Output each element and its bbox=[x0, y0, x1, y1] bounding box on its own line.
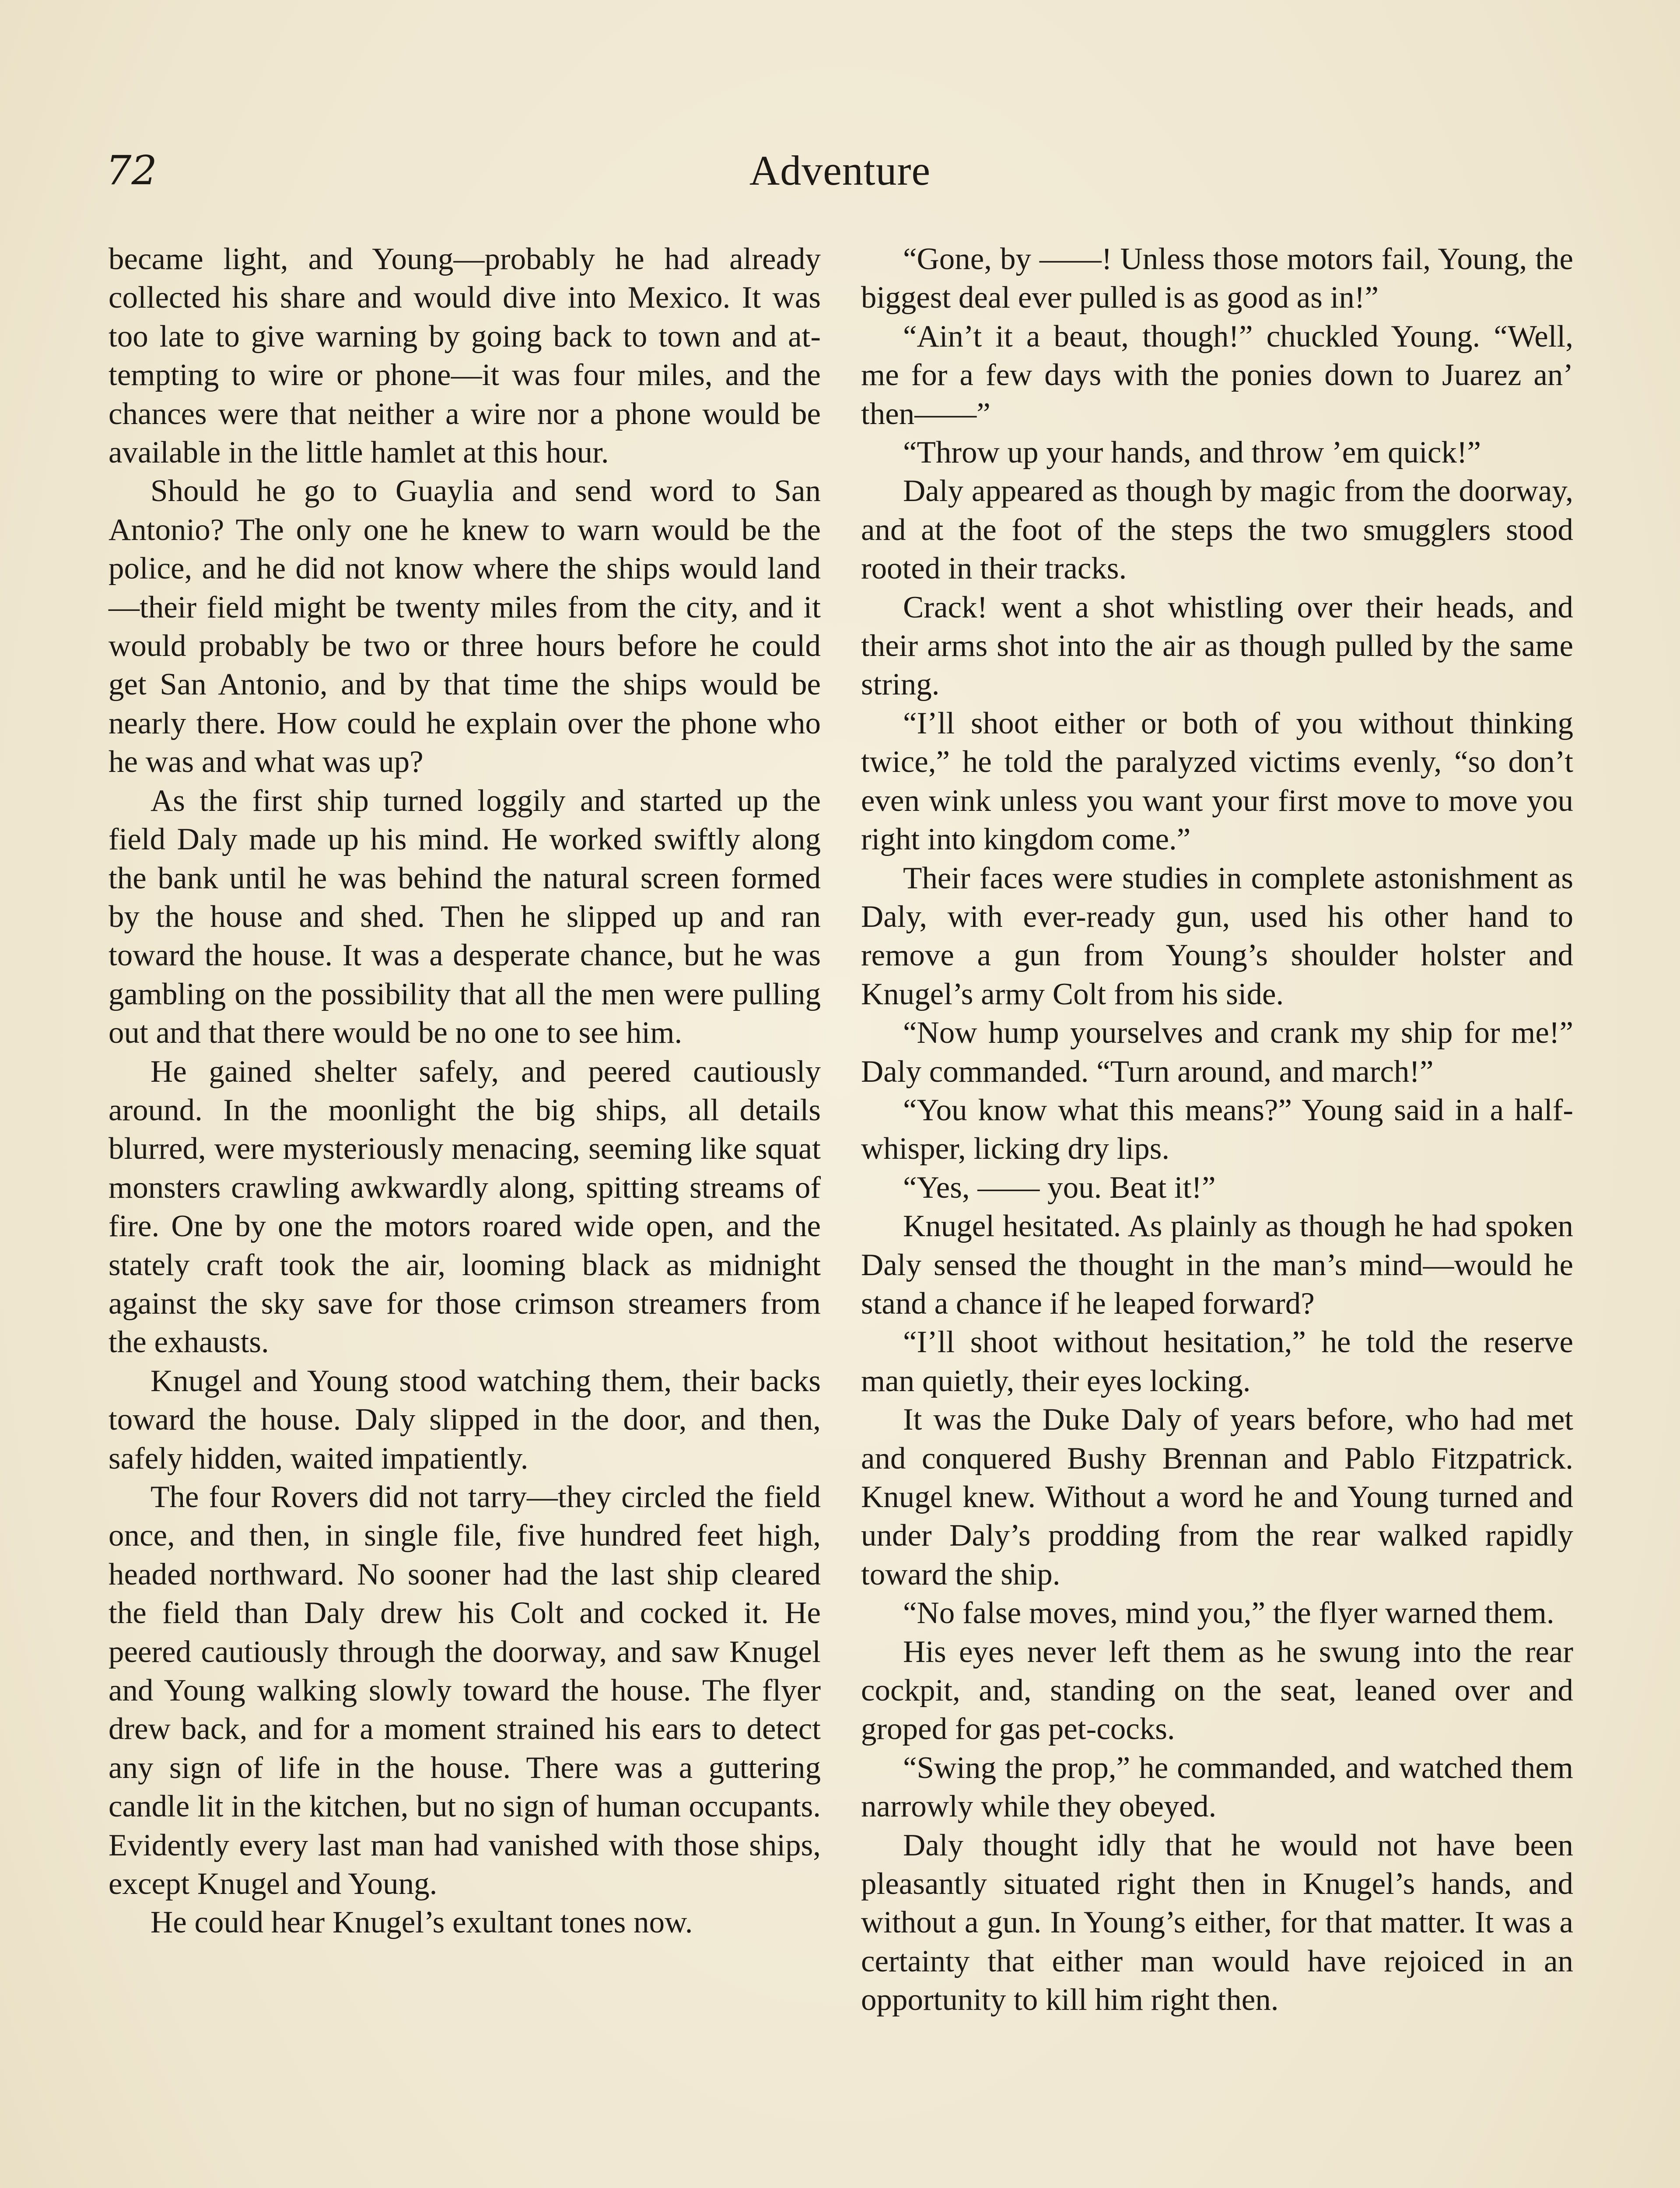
right-column bbox=[861, 240, 1573, 2020]
paragraph: “I’ll shoot either or both of you without thinking twice,” he told the paralyzed victims evenly, “so don’t even wink unless you want your first move to move you right into kingdom come.” bbox=[861, 706, 1573, 857]
paragraph: Knugel hesitated. As plainly as though he had spoken Daly sensed the thought in the man’s mind—would he stand a chance if he leaped forward? bbox=[861, 1209, 1573, 1321]
paragraph: Crack! went a shot whistling over their heads, and their arms shot into the air as though pulled by the same string. bbox=[861, 590, 1573, 702]
paragraph: Knugel and Young stood watching them, their backs toward the house. Daly slipped in the door, and then, safely hidden, waited impatiently. bbox=[108, 1364, 821, 1476]
paragraph: As the first ship turned loggily and started up the field Daly made up his mind. He worked swiftly along the bank until he was behind the natural screen formed by the house and shed. Then he slipped up and ran toward the house. It was a desperate chance, but he was gambling on the possibility that all the men were pulling out and that there would be no one to see him. bbox=[108, 783, 821, 1050]
paragraph: “No false moves, mind you,” the flyer warned them. bbox=[903, 1596, 1554, 1630]
paragraph: Daly appeared as though by magic from the doorway, and at the foot of the steps the two smugglers stood rooted in their tracks. bbox=[861, 474, 1573, 586]
left-column bbox=[108, 240, 821, 1942]
paragraph: He could hear Knugel’s exultant tones now. bbox=[150, 1905, 693, 1940]
paragraph: Daly thought idly that he would not have been pleasantly situated right then in Knugel’s hands, and without a gun. In Young’s either, for that matter. It was a certainty that either man would have rejoiced in an opportunity to kill him right then. bbox=[861, 1828, 1573, 2017]
page-number: 72 bbox=[106, 147, 158, 194]
running-title: Adventure bbox=[749, 147, 931, 194]
paragraph: “Now hump yourselves and crank my ship for me!” Daly commanded. “Turn around, and march!” bbox=[861, 1016, 1573, 1089]
paragraph: It was the Duke Daly of years before, who had met and conquered Bushy Brennan and Pablo Fitzpatrick. Knugel knew. Without a word he and Young turned and under Daly’s prodding from the rear walked rapidly toward the ship. bbox=[861, 1403, 1573, 1592]
paragraph: His eyes never left them as he swung into the rear cockpit, and, standing on the seat, leaned over and groped for gas pet-cocks. bbox=[861, 1634, 1573, 1746]
paragraph: The four Rovers did not tarry—they circled the field once, and then, in single file, five hundred feet high, headed northward. No sooner had the last ship cleared the field than Daly drew his Colt and cocked it. He peered cautiously through the doorway, and saw Knugel and Young walking slowly toward the house. The flyer drew back, and for a moment strained his ears to detect any sign of life in the house. There was a guttering candle lit in the kitchen, but no sign of human occupants. Evidently every last man had vanished with those ships, except Knugel and Young. bbox=[108, 1480, 821, 1901]
paragraph: He gained shelter safely, and peered cautiously around. In the moonlight the big ships, all details blurred, were mysteriously menacing, seeming like squat monsters crawling awkwardly along, spitting streams of fire. One by one the motors roared wide open, and the stately craft took the air, looming black as midnight against the sky save for those crimson streamers from the exhausts. bbox=[108, 1054, 821, 1360]
paragraph: “Throw up your hands, and throw ’em quick!” bbox=[903, 435, 1481, 470]
paragraph: “Swing the prop,” he commanded, and watched them narrowly while they obeyed. bbox=[861, 1750, 1573, 1824]
paragraph: Their faces were studies in complete astonishment as Daly, with ever-ready gun, used his other hand to remove a gun from Young’s shoulder holster and Knugel’s army Colt from his side. bbox=[861, 861, 1573, 1011]
paragraph: “Yes, —— you. Beat it!” bbox=[903, 1170, 1216, 1205]
paragraph: “You know what this means?” Young said in a half-whisper, licking dry lips. bbox=[861, 1093, 1573, 1166]
paragraph: Should he go to Guaylia and send word to San Antonio? The only one he knew to warn would be the police, and he did not know where the ships would land—their field might be twenty miles from the city, and it would probably be two or three hours before he could get San Antonio, and by that time the ships would be nearly there. How could he explain over the phone who he was and what was up? bbox=[108, 474, 821, 779]
paragraph: “Gone, by ——! Unless those motors fail, Young, the biggest deal ever pulled is as good as in!” bbox=[861, 242, 1573, 315]
paragraph: “Ain’t it a beaut, though!” chuckled Young. “Well, me for a few days with the ponies down to Juarez an’ then——” bbox=[861, 319, 1573, 431]
paragraph: became light, and Young—probably he had already collected his share and would dive into Mexico. It was too late to give warning by going back to town and attempting to wire or phone—it was four miles, and the chances were that neither a wire nor a phone would be available in the little hamlet at this hour. bbox=[108, 242, 821, 470]
page-header bbox=[106, 144, 1574, 201]
paragraph: “I’ll shoot without hesitation,” he told the reserve man quietly, their eyes locking. bbox=[861, 1325, 1573, 1398]
